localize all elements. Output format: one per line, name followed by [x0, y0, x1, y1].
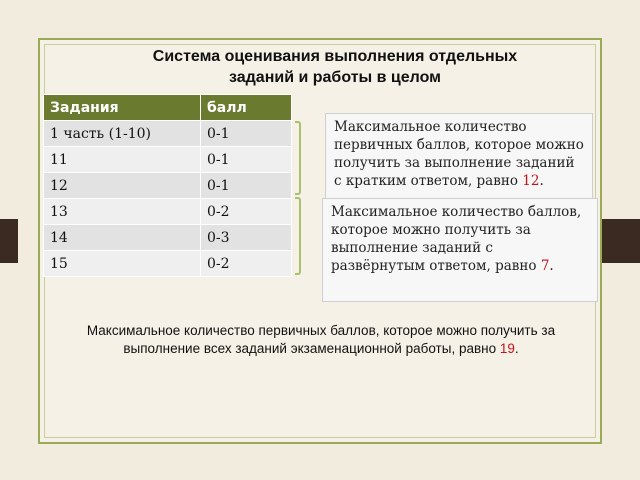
bracket-extended-answer: [295, 197, 301, 275]
total-score-end: .: [514, 341, 519, 356]
table-header-row: [44, 95, 292, 121]
header-tasks: Задания: [44, 95, 201, 121]
extended-answer-callout: [322, 198, 598, 302]
extended-answer-max: 7: [540, 258, 550, 274]
task-cell: 1 часть (1-10): [44, 121, 201, 147]
short-answer-text: Максимальное количество первичных баллов, которое можно получить за выполнение заданий с кратким ответом, равно: [334, 119, 584, 189]
table-row: [44, 251, 292, 277]
slide-title: Система оценивания выполнения отдельных заданий и работы в целом: [152, 48, 518, 86]
header-score: балл: [201, 95, 292, 121]
score-cell: 0-3: [201, 225, 292, 251]
score-cell: 0-1: [201, 121, 292, 147]
score-cell: 0-1: [201, 173, 292, 199]
task-cell: 14: [44, 225, 201, 251]
task-cell: 11: [44, 147, 201, 173]
left-decor-bar: [0, 219, 18, 263]
table-row: [44, 121, 292, 147]
grading-table: [43, 94, 292, 277]
short-answer-end: .: [539, 173, 544, 189]
extended-answer-end: .: [549, 258, 554, 274]
score-cell: 0-2: [201, 199, 292, 225]
total-score-max: 19: [499, 341, 515, 356]
score-cell: 0-1: [201, 147, 292, 173]
short-answer-max: 12: [522, 173, 540, 189]
task-cell: 15: [44, 251, 201, 277]
table-row: [44, 173, 292, 199]
table-row: [44, 225, 292, 251]
score-cell: 0-2: [201, 251, 292, 277]
task-cell: 13: [44, 199, 201, 225]
table-row: [44, 147, 292, 173]
total-score-note: [48, 322, 594, 358]
task-cell: 12: [44, 173, 201, 199]
total-score-text: Максимальное количество первичных баллов, которое можно получить за выполнение всех заданий экзаменационной работы, равно: [86, 323, 556, 356]
extended-answer-text: Максимальное количество баллов, которое можно получить за выполнение заданий с развёрнутым ответом, равно: [331, 204, 582, 274]
bracket-short-answer: [295, 121, 301, 195]
right-decor-bar: [600, 219, 640, 263]
table-row: [44, 199, 292, 225]
